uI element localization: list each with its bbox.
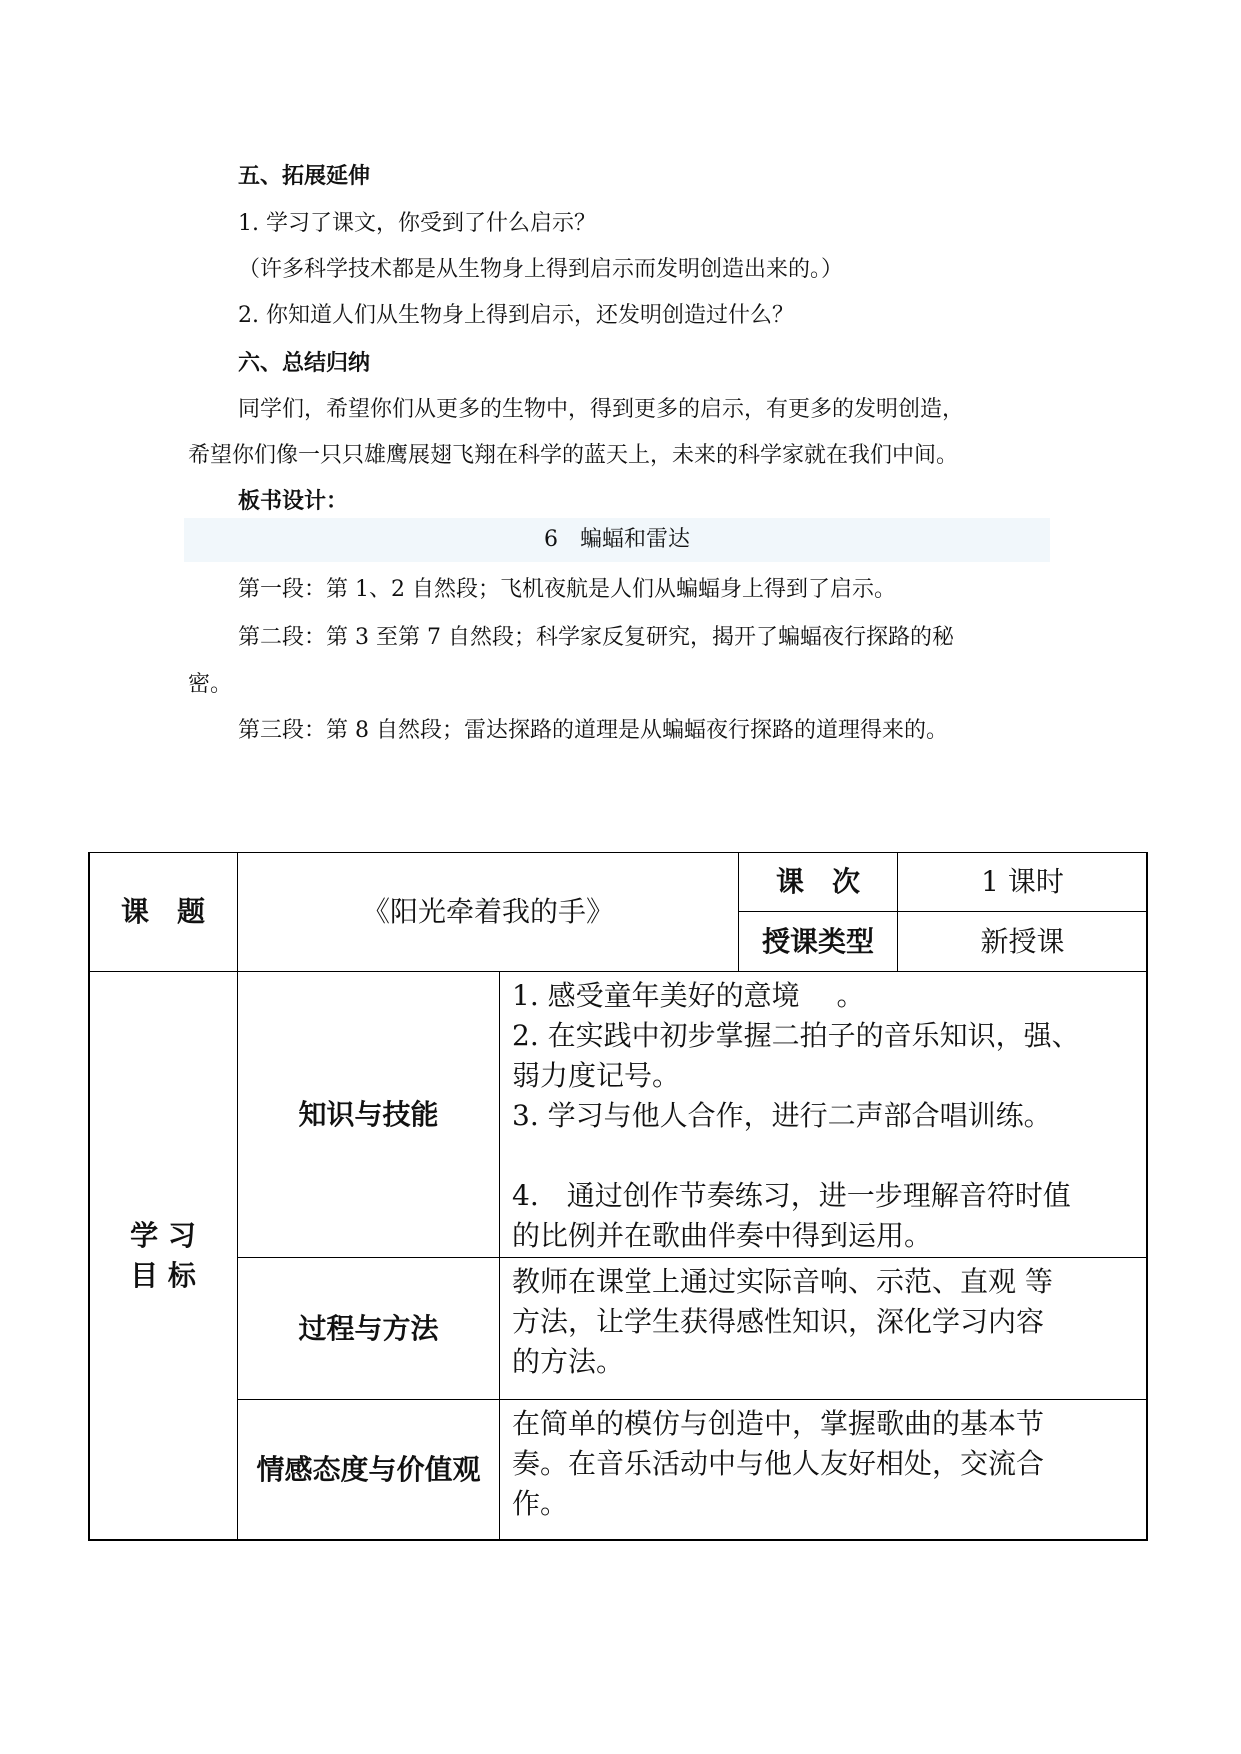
summary-line-1: 同学们，希望你们从更多的生物中，得到更多的启示，有更多的发明创造， [238,397,965,422]
process-method-content-cell [499,1257,1148,1400]
knowledge-line-6: 4. 通过创作节奏练习，进一步理解音符时值 [512,1179,1071,1212]
board-design-label: 板书设计： [238,489,349,514]
knowledge-skills-content-cell [499,971,1148,1258]
type-value-cell [897,911,1148,972]
emotion-values-label-cell [237,1399,500,1541]
section-5-heading: 五、拓展延伸 [238,164,371,189]
emotion-line-2: 奏。在音乐活动中与他人友好相处，交流合 [512,1447,1045,1480]
type-value: 新授课 [980,924,1065,958]
summary-line-2: 希望你们像一只只雄鹰展翅飞翔在科学的蓝天上，未来的科学家就在我们中间。 [188,443,959,468]
board-paragraph-3: 第三段：第 8 自然段；雷达探路的道理是从蝙蝠夜行探路的道理得来的。 [238,718,948,743]
process-line-2: 方法，让学生获得感性知识，深化学习内容 [512,1305,1045,1338]
question-2: 2. 你知道人们从生物身上得到启示，还发明创造过什么？ [238,303,794,328]
board-title: 6 蝙蝠和雷达 [184,518,1050,562]
knowledge-line-4: 3. 学习与他人合作，进行二声部合唱训练。 [512,1099,1052,1132]
board-paragraph-2-line-2: 密。 [188,672,233,697]
knowledge-line-7: 的比例并在歌曲伴奏中得到运用。 [512,1219,933,1252]
knowledge-line-3: 弱力度记号。 [512,1059,681,1092]
process-line-3: 的方法。 [512,1345,625,1378]
type-label: 授课类型 [761,924,874,958]
question-1: 1. 学习了课文，你受到了什么启示？ [238,211,596,236]
topic-label-cell [88,852,238,972]
session-value-cell [897,852,1148,912]
process-method-label: 过程与方法 [298,1311,439,1345]
type-label-cell [738,911,898,972]
session-value: 1 课时 [981,865,1064,898]
topic-label: 课 题 [120,895,205,928]
answer-1: （许多科学技术都是从生物身上得到启示而发明创造出来的。） [238,257,844,282]
knowledge-skills-label-cell [237,971,500,1258]
board-paragraph-1: 第一段：第 1、2 自然段；飞机夜航是人们从蝙蝠身上得到了启示。 [238,577,896,602]
section-6-heading: 六、总结归纳 [238,351,371,376]
goals-label-line-2: 目 标 [130,1259,196,1292]
knowledge-line-1: 1. 感受童年美好的意境 。 [512,979,865,1012]
process-line-1: 教师在课堂上通过实际音响、示范、直观 等 [512,1265,1053,1298]
knowledge-skills-label: 知识与技能 [298,1097,439,1131]
topic-value: 《阳光牵着我的手》 [361,895,614,928]
emotion-line-3: 作。 [512,1487,569,1520]
goals-label-line-1: 学 习 [130,1219,196,1252]
process-method-label-cell [237,1257,500,1400]
session-label: 课 次 [775,865,860,898]
topic-value-cell [237,852,739,972]
board-paragraph-2-line-1: 第二段：第 3 至第 7 自然段；科学家反复研究，揭开了蝙蝠夜行探路的秘 [238,625,954,650]
goals-label-cell [88,971,238,1541]
emotion-values-content-cell [499,1399,1148,1541]
emotion-line-1: 在简单的模仿与创造中，掌握歌曲的基本节 [512,1407,1045,1440]
knowledge-line-2: 2. 在实践中初步掌握二拍子的音乐知识，强、 [512,1019,1080,1052]
lesson-plan-table [88,852,1148,1541]
session-label-cell [738,852,898,912]
emotion-values-label: 情感态度与价值观 [256,1453,481,1486]
